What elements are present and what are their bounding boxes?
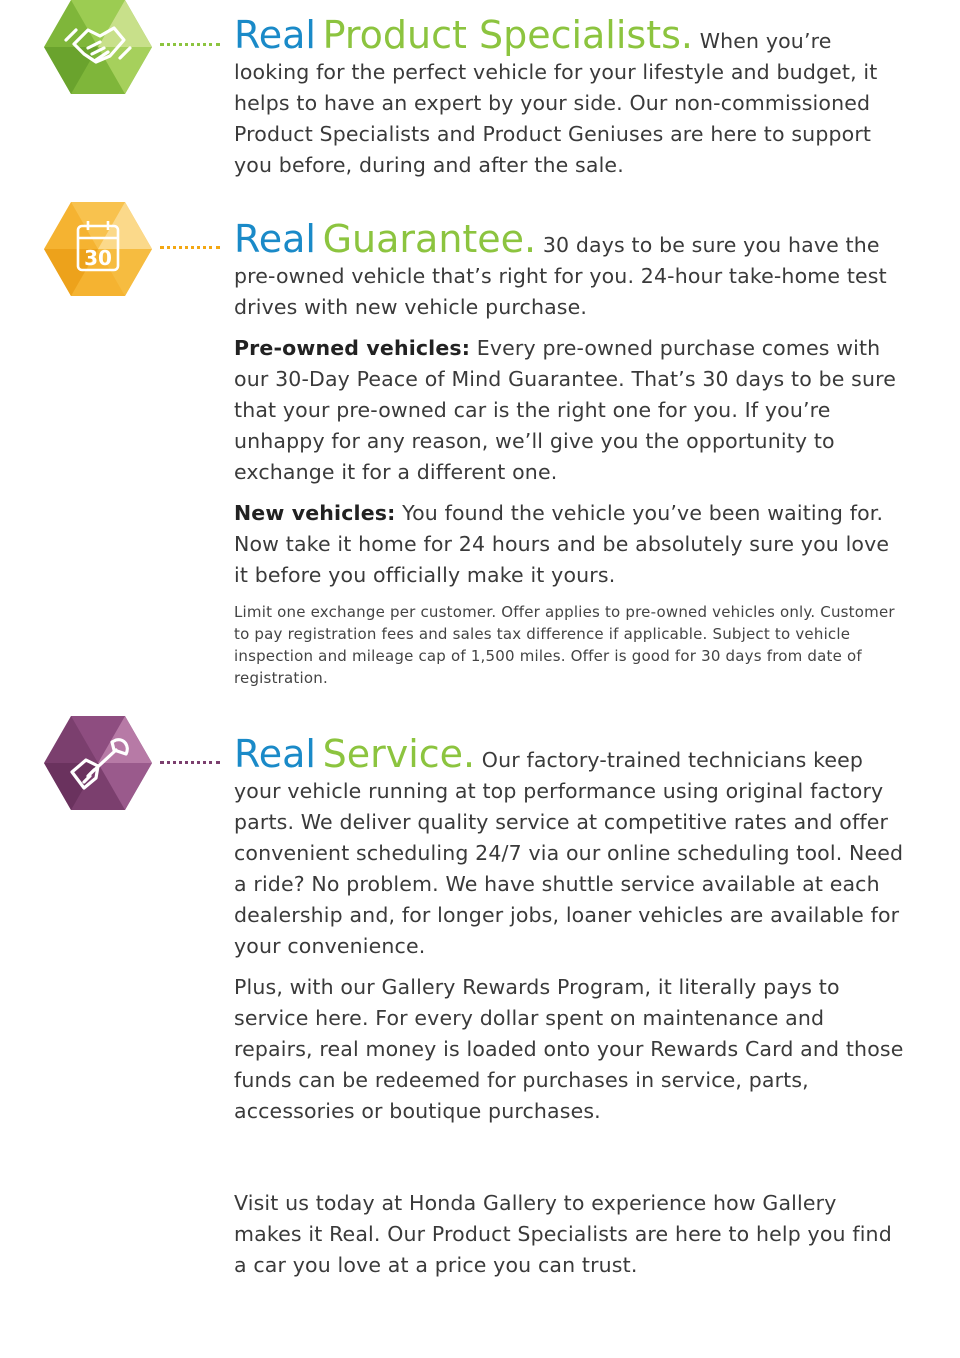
- section-service: [234, 732, 906, 1127]
- closing-section: [234, 1188, 906, 1281]
- preowned-text: Every pre-owned purchase comes with our 30-Day Peace of Mind Guarantee. That’s 30 days to be sure that your pre-owned car is the right one for you. If you’re unhappy for any reason, we’ll give you the opportunity to exchange it for a different one.: [234, 336, 897, 484]
- handshake-icon: [44, 0, 152, 94]
- dotted-connector: [160, 761, 220, 764]
- dotted-connector: [160, 246, 220, 249]
- service-body: Our factory-trained technicians keep your vehicle running at top performance using original factory parts. We deliver quality service at competitive rates and offer convenient scheduling 24/7 via our online scheduling tool. Need a ride? No problem. We have shuttle service available at each dealership and, for longer jobs, loaner vehicles are available for your convenience.: [234, 748, 904, 958]
- section-paragraph: [234, 217, 906, 323]
- preowned-label: Pre-owned vehicles:: [234, 336, 471, 360]
- dotted-connector: [160, 43, 220, 46]
- guarantee-body: 30 days to be sure you have the pre-owned vehicle that’s right for you. 24-hour take-home test drives with new vehicle purchase.: [234, 233, 887, 319]
- heading-guarantee: Guarantee.: [322, 217, 537, 261]
- new-text: You found the vehicle you’ve been waiting for. Now take it home for 24 hours and be absolutely sure you love it before you officially make it yours.: [234, 501, 890, 587]
- heading-product-specialists: Product Specialists.: [322, 13, 694, 57]
- calendar-number: 30: [84, 246, 112, 270]
- heading-real: Real: [234, 13, 316, 57]
- heading-real: Real: [234, 217, 316, 261]
- preowned-paragraph: [234, 333, 906, 488]
- section-paragraph: [234, 13, 906, 181]
- section-guarantee: [234, 217, 906, 689]
- fine-print: Limit one exchange per customer. Offer applies to pre-owned vehicles only. Customer to pay registration fees and sales tax difference if applicable. Subject to vehicle inspection and mileage cap of 1,500 miles. Offer is good for 30 days from date of registration.: [234, 603, 895, 687]
- heading-real: Real: [234, 732, 316, 776]
- heading-service: Service.: [322, 732, 476, 776]
- new-label: New vehicles:: [234, 501, 396, 525]
- calendar-30-icon: [44, 202, 152, 296]
- closing-paragraph: Visit us today at Honda Gallery to experience how Gallery makes it Real. Our Product Specialists are here to help you find a car you love at a price you can trust.: [234, 1191, 892, 1277]
- section-product-specialists: [234, 13, 906, 181]
- new-vehicles-paragraph: [234, 498, 906, 591]
- rewards-paragraph: Plus, with our Gallery Rewards Program, it literally pays to service here. For every dollar spent on maintenance and repairs, real money is loaded onto your Rewards Card and those funds can be redeemed for purchases in service, parts, accessories or boutique purchases.: [234, 975, 904, 1123]
- product-body: When you’re looking for the perfect vehicle for your lifestyle and budget, it helps to have an expert by your side. Our non-commissioned Product Specialists and Product Geniuses are here to support you before, during and after the sale.: [234, 29, 878, 177]
- wrench-hand-icon: [44, 716, 152, 810]
- section-paragraph: [234, 732, 906, 962]
